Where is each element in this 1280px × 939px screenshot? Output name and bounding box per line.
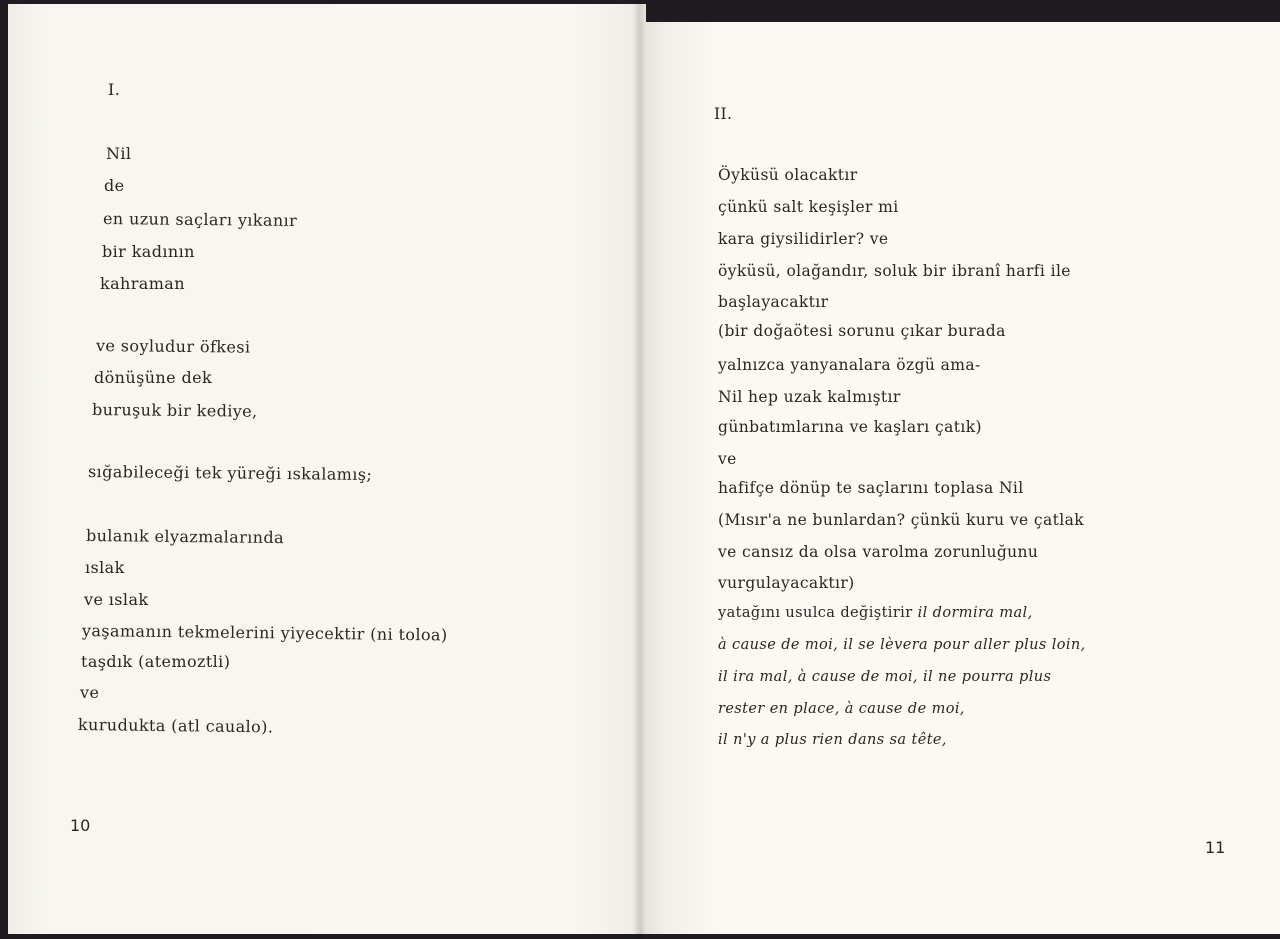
book-gutter — [632, 0, 646, 939]
poem-line: ve soyludur öfkesi — [95, 336, 251, 357]
poem-line: buruşuk bir kediye, — [91, 400, 258, 421]
poem-line: sığabileceği tek yüreği ıskalamış; — [87, 462, 373, 484]
poem-line: (Mısır'a ne bunlardan? çünkü kuru ve çatlak — [718, 511, 1085, 529]
poem-line: yaşamanın tekmelerini yiyecektir (ni toloa) — [81, 621, 448, 645]
french-fragment: il dormira mal, — [917, 605, 1033, 621]
poem-line: ve — [718, 450, 737, 468]
poem-line: bir kadının — [102, 242, 195, 261]
french-line: il n'y a plus rien dans sa tête, — [718, 732, 947, 748]
french-line: rester en place, à cause de moi, — [718, 701, 965, 717]
page-number: 10 — [70, 816, 91, 835]
poem-line: (bir doğaötesi sorunu çıkar burada — [718, 322, 1006, 340]
poem-line: ve — [80, 683, 100, 702]
poem-line: günbatımlarına ve kaşları çatık) — [718, 418, 982, 436]
poem-line: öyküsü, olağandır, soluk bir ibranî harfi ile — [718, 262, 1071, 280]
poem-line: hafifçe dönüp te saçlarını toplasa Nil — [718, 479, 1024, 497]
poem-line: en uzun saçları yıkanır — [102, 209, 298, 231]
left-page — [8, 4, 646, 934]
mixed-language-line — [718, 605, 1033, 621]
poem-line: Nil hep uzak kalmıştır — [718, 388, 901, 406]
poem-line: de — [104, 176, 125, 195]
poem-line: başlayacaktır — [718, 293, 829, 311]
poem-line: taşdık (atemoztli) — [81, 652, 231, 671]
poem-line: kurudukta (atl caualo). — [77, 715, 274, 737]
poem-line: ıslak — [85, 558, 125, 577]
poem-line: Nil — [106, 144, 132, 163]
poem-line: ve cansız da olsa varolma zorunluğunu — [718, 543, 1039, 561]
poem-line: kahraman — [100, 274, 185, 293]
poem-line: ve ıslak — [84, 590, 149, 609]
page-number: 11 — [1205, 838, 1226, 857]
poem-line: bulanık elyazmalarında — [85, 526, 285, 548]
turkish-fragment: yatağını usulca değiştirir — [718, 605, 913, 621]
section-heading: I. — [108, 80, 121, 99]
right-page — [640, 22, 1280, 934]
poem-line: yalnızca yanyanalara özgü ama- — [718, 356, 981, 374]
section-heading: II. — [714, 105, 733, 123]
poem-line: Öyküsü olacaktır — [718, 166, 858, 184]
french-line: il ira mal, à cause de moi, il ne pourra plus — [718, 669, 1052, 685]
poem-line: dönüşüne dek — [94, 368, 213, 387]
poem-line: vurgulayacaktır) — [718, 574, 855, 592]
poem-line: çünkü salt keşişler mi — [718, 198, 899, 216]
poem-line: kara giysilidirler? ve — [718, 230, 889, 248]
french-line: à cause de moi, il se lèvera pour aller plus loin, — [718, 637, 1086, 653]
